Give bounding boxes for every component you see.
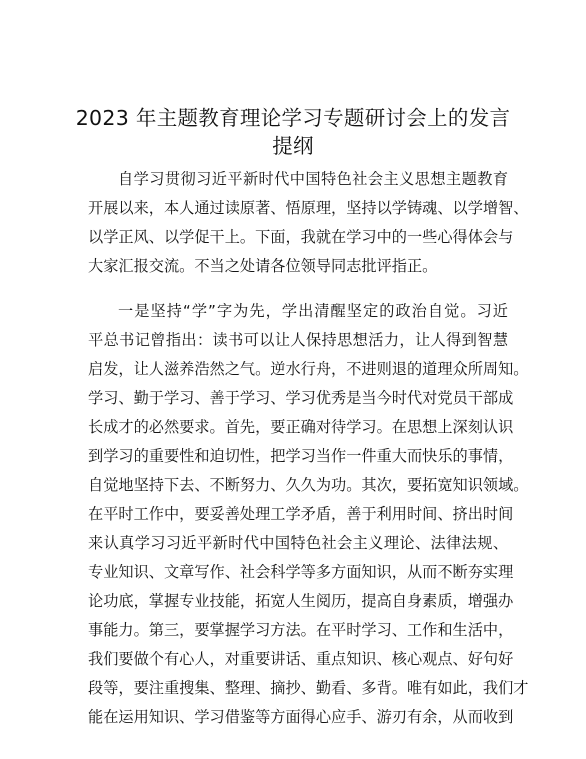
- body-line-10: 到学习的重要性和迫切性，把学习当作一件重大而快乐的事情，: [88, 447, 514, 465]
- body-line-17: 我们要做个有心人，对重要讲话、重点知识、核心观点、好句好: [88, 650, 514, 668]
- body-line-4: 大家汇报交流。不当之处请各位领导同志批评指正。: [88, 257, 438, 275]
- body-line-18: 段等，要注重搜集、整理、摘抄、勤看、多背。唯有如此，我们才: [88, 679, 529, 697]
- document-title-line-2: 提纲: [272, 134, 314, 158]
- body-line-6: 平总书记曾指出：读书可以让人保持思想活力，让人得到智慧: [88, 331, 508, 349]
- body-line-3: 以学正风、以学促干上。下面，我就在学习中的一些心得体会与: [88, 228, 514, 246]
- body-line-9: 长成才的必然要求。首先，要正确对待学习。在思想上深刻认识: [88, 418, 514, 436]
- body-line-14: 专业知识、文章写作、社会科学等多方面知识，从而不断夯实理: [88, 563, 514, 581]
- body-line-15: 论功底，掌握专业技能，拓宽人生阅历，提高自身素质，增强办: [88, 592, 514, 610]
- body-line-12: 在平时工作中，要妥善处理工学矛盾，善于利用时间、挤出时间: [88, 505, 514, 523]
- body-line-1: 自学习贯彻习近平新时代中国特色社会主义思想主题教育: [118, 170, 508, 188]
- body-line-7: 启发，让人滋养浩然之气。逆水行舟，不进则退的道理众所周知。: [88, 360, 529, 378]
- body-line-2: 开展以来，本人通过读原著、悟原理，坚持以学铸魂、以学增智、: [88, 199, 529, 217]
- body-line-11: 自觉地坚持下去、不断努力、久久为功。其次，要拓宽知识领域。: [88, 476, 529, 494]
- body-line-5: 一是坚持“学”字为先，学出清醒坚定的政治自觉。习近: [118, 302, 508, 320]
- body-line-19: 能在运用知识、学习借鉴等方面得心应手、游刃有余，从而收到: [88, 708, 514, 726]
- body-line-16: 事能力。第三，要掌握学习方法。在平时学习、工作和生活中，: [88, 621, 514, 639]
- body-line-8: 学习、勤于学习、善于学习、学习优秀是当今时代对党员干部成: [88, 389, 514, 407]
- document-title-line-1: 2023 年主题教育理论学习专题研讨会上的发言: [75, 106, 511, 130]
- body-line-13: 来认真学习习近平新时代中国特色社会主义理论、法律法规、: [88, 534, 508, 552]
